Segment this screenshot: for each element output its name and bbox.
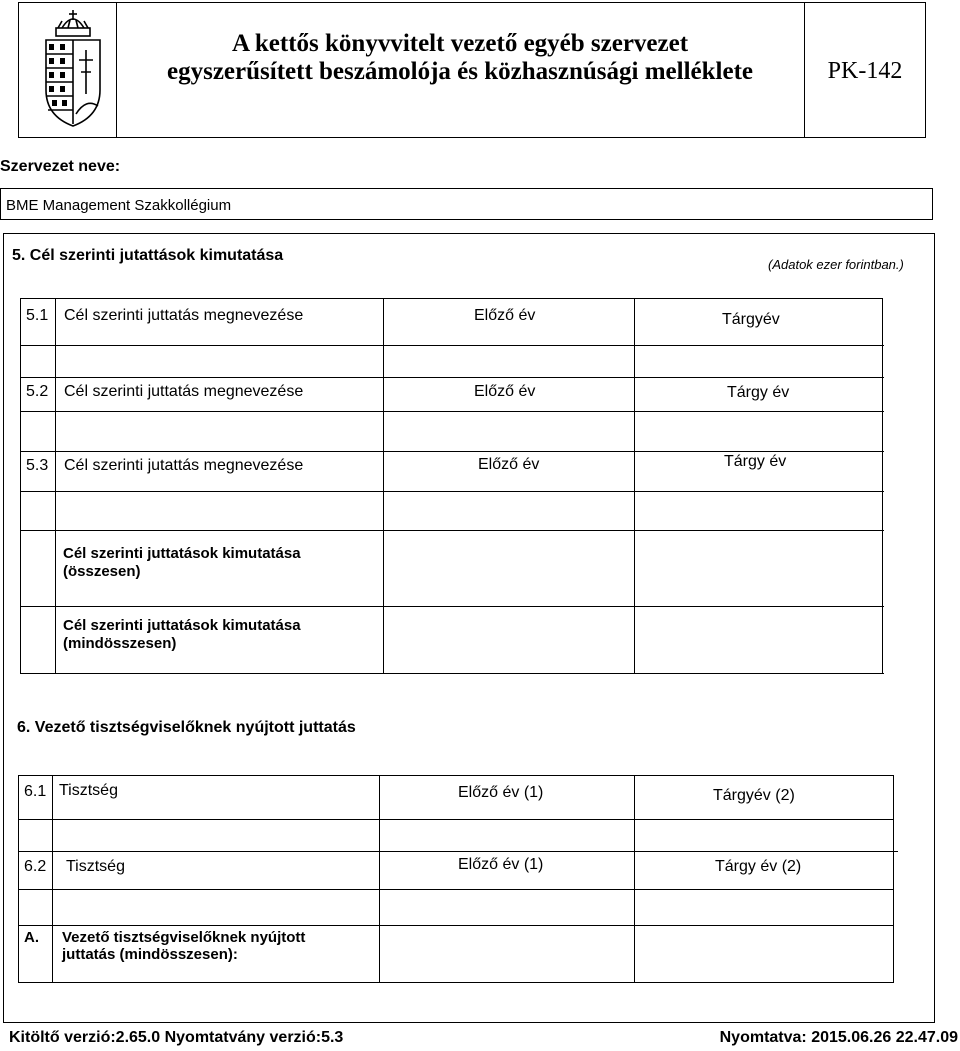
section5-title: 5. Cél szerinti jutattások kimutatása	[12, 247, 284, 264]
row5-1-prev-year: Előző év	[474, 307, 536, 324]
row6-2-number: 6.2	[24, 858, 47, 875]
row5-1-bottom-line	[20, 345, 884, 346]
section6-title: 6. Vezető tisztségviselőknek nyújtott juttatás	[17, 719, 356, 736]
row5-2-prev-year: Előző év	[474, 383, 536, 400]
form-code: PK-142	[827, 58, 903, 84]
row6-2-bottom-line	[18, 889, 894, 890]
sec5-label-divider	[55, 298, 56, 673]
row5-1-top-line	[20, 298, 882, 299]
row5-2-number: 5.2	[26, 383, 49, 400]
row5-2-current-year: Tárgy év	[727, 384, 790, 401]
row5-1-label: Cél szerinti juttatás megnevezése	[64, 307, 304, 324]
org-name-value: BME Management Szakkollégium	[6, 197, 232, 214]
section5-units: (Adatok ezer forintban.)	[768, 257, 904, 272]
row5-3-number: 5.3	[26, 457, 49, 474]
grand-bottom-line	[20, 673, 884, 674]
grand-top-line	[20, 606, 884, 607]
row5-1-number: 5.1	[26, 307, 49, 324]
row6-1-bottom-line	[18, 819, 894, 820]
row6-1-label: Tisztség	[59, 782, 118, 799]
row6-1-prev-year: Előző év (1)	[458, 784, 544, 801]
sec5-left-border	[20, 298, 21, 673]
total6-label-line2: juttatás (mindösszesen):	[62, 946, 238, 963]
grand-total-label-line1: Cél szerinti juttatások kimutatása	[63, 617, 301, 634]
footer-version: Kitöltő verzió:2.65.0 Nyomtatvány verzió:5.3	[9, 1029, 344, 1046]
total-top-line	[20, 530, 884, 531]
org-name-label: Szervezet neve:	[0, 158, 121, 175]
grand-total-label-line2: (mindösszesen)	[63, 635, 177, 652]
row5-1-current-year: Tárgyév	[722, 311, 780, 328]
row6-1-top-line	[18, 775, 894, 776]
row5-2-bottom-line	[20, 411, 884, 412]
footer-print-date: Nyomtatva: 2015.06.26 22.47.09	[719, 1029, 958, 1046]
total-label-line2: (összesen)	[63, 563, 141, 580]
row6-1-number: 6.1	[24, 783, 47, 800]
row6-2-current-year: Tárgy év (2)	[715, 858, 802, 875]
row6-2-top-line	[18, 851, 898, 852]
row5-3-current-year: Tárgy év	[724, 453, 787, 470]
row5-3-label: Cél szerinti jutattás megnevezése	[64, 457, 304, 474]
sec6-curr-divider	[634, 775, 635, 982]
document-title-line1: A kettős könyvvitelt vezető egyéb szervezet	[231, 30, 689, 57]
sec6-label-divider	[52, 775, 53, 982]
row5-3-top-line	[20, 451, 884, 452]
row5-2-top-line	[20, 377, 884, 378]
document-title-line2: egyszerűsített beszámolója és közhasznúsági melléklete	[167, 58, 753, 85]
total-label-line1: Cél szerinti juttatások kimutatása	[63, 545, 301, 562]
total6-top-line	[18, 925, 894, 926]
sec6-right-border	[893, 775, 894, 982]
total6-bottom-line	[18, 982, 894, 983]
row5-3-bottom-line	[20, 491, 884, 492]
hungarian-coat-of-arms-logo	[40, 6, 106, 130]
total6-number: A.	[24, 929, 39, 946]
sec5-prev-divider	[383, 298, 384, 673]
sec6-left-border	[18, 775, 19, 982]
row6-2-prev-year: Előző év (1)	[458, 856, 544, 873]
row6-2-label: Tisztség	[66, 858, 125, 875]
row6-1-current-year: Tárgyév (2)	[713, 787, 795, 804]
sec6-prev-divider	[379, 775, 380, 982]
row5-2-label: Cél szerinti juttatás megnevezése	[64, 383, 304, 400]
sec5-right-border	[882, 298, 883, 673]
row5-3-prev-year: Előző év	[478, 456, 540, 473]
total6-label-line1: Vezető tisztségviselőknek nyújtott	[62, 929, 306, 946]
sec5-curr-divider	[634, 298, 635, 673]
